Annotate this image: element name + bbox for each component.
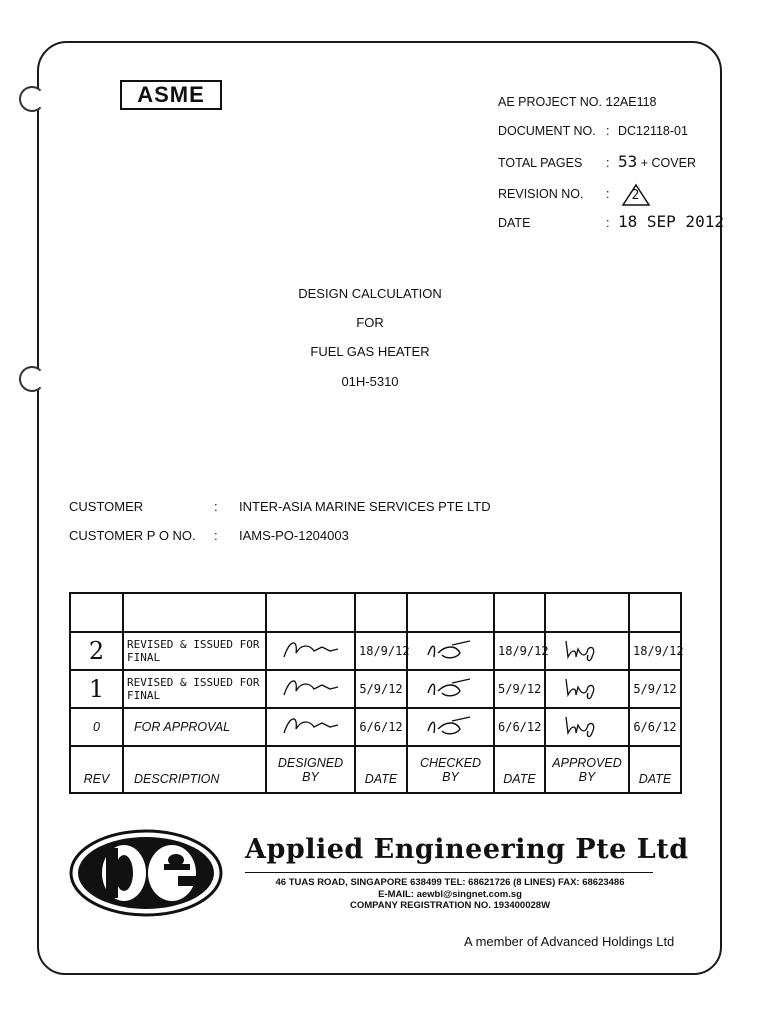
rev-number: 0 — [70, 708, 123, 746]
designed-date: 6/6/12 — [355, 708, 407, 746]
meta-value: 2 — [631, 188, 640, 203]
revision-table — [69, 592, 682, 794]
meta-value: DC12118-01 — [618, 124, 688, 138]
title-line-3: FUEL GAS HEATER — [310, 344, 430, 359]
approved-signature — [545, 632, 629, 670]
ae-logo — [68, 828, 224, 918]
company-email: E-MAIL: aewbl@singnet.com.sg — [378, 889, 522, 900]
customer-row: CUSTOMER : INTER-ASIA MARINE SERVICES PTE LTD — [69, 499, 491, 514]
header-designed: DESIGNED BY — [266, 746, 355, 793]
header-approved: APPROVED BY — [545, 746, 629, 793]
checked-signature — [407, 670, 494, 708]
checked-signature — [407, 708, 494, 746]
meta-total-pages: TOTAL PAGES : 53 + COVER — [498, 152, 696, 171]
customer-value: INTER-ASIA MARINE SERVICES PTE LTD — [239, 499, 491, 514]
table-header-row — [70, 746, 681, 793]
designed-signature — [266, 708, 355, 746]
customer-po-label: CUSTOMER P O NO. — [69, 528, 196, 543]
meta-label: DATE — [498, 216, 531, 230]
meta-date: DATE : 18 SEP 2012 — [498, 212, 724, 231]
company-address: 46 TUAS ROAD, SINGAPORE 638499 TEL: 68621726 (8 LINES) FAX: 68623486 — [275, 877, 625, 888]
designed-signature — [266, 670, 355, 708]
meta-revision-no: REVISION NO. : 2 — [498, 183, 651, 207]
designed-signature — [266, 632, 355, 670]
meta-project-no — [498, 95, 657, 109]
header-description: DESCRIPTION — [123, 746, 266, 793]
header-date: DATE — [494, 746, 545, 793]
asme-badge: ASME — [120, 80, 222, 110]
member-note: A member of Advanced Holdings Ltd — [464, 934, 675, 949]
approved-signature — [545, 670, 629, 708]
table-row — [70, 670, 681, 708]
customer-label: CUSTOMER — [69, 499, 144, 514]
meta-suffix: + COVER — [640, 156, 696, 170]
header-date: DATE — [629, 746, 681, 793]
title-line-4: 01H-5310 — [341, 374, 399, 389]
designed-date: 18/9/12 — [355, 632, 407, 670]
customer-po-value: IAMS-PO-1204003 — [239, 528, 349, 543]
customer-po-row: CUSTOMER P O NO. : IAMS-PO-1204003 — [69, 528, 349, 543]
meta-label: TOTAL PAGES — [498, 156, 583, 170]
meta-label: REVISION NO. — [498, 187, 584, 202]
meta-value: 53 — [618, 152, 638, 171]
meta-label: AE PROJECT NO. : — [498, 95, 609, 109]
table-row — [70, 632, 681, 670]
checked-signature — [407, 632, 494, 670]
meta-label: DOCUMENT NO. — [498, 124, 596, 138]
header-rev: REV — [70, 746, 123, 793]
rev-number: 2 — [70, 632, 123, 670]
rev-description: REVISED & ISSUED FOR FINAL — [123, 632, 266, 670]
header-checked: CHECKED BY — [407, 746, 494, 793]
checked-date: 18/9/12 — [494, 632, 545, 670]
meta-value: 12AE118 — [606, 95, 657, 109]
approved-signature — [545, 708, 629, 746]
approved-date: 18/9/12 — [629, 632, 681, 670]
meta-value: 18 SEP 2012 — [618, 212, 724, 231]
punch-hole — [19, 86, 45, 112]
revision-triangle — [621, 183, 651, 207]
meta-document-no: DOCUMENT NO. : DC12118-01 — [498, 124, 688, 138]
rev-number: 1 — [70, 670, 123, 708]
rev-description: FOR APPROVAL — [123, 708, 266, 746]
title-line-2: FOR — [356, 315, 384, 330]
title-line-1: DESIGN CALCULATION — [298, 286, 442, 301]
checked-date: 5/9/12 — [494, 670, 545, 708]
approved-date: 6/6/12 — [629, 708, 681, 746]
header-date: DATE — [355, 746, 407, 793]
table-row — [70, 708, 681, 746]
checked-date: 6/6/12 — [494, 708, 545, 746]
company-registration: COMPANY REGISTRATION NO. 193400028W — [349, 900, 551, 911]
table-row-blank — [70, 593, 681, 632]
company-divider — [245, 872, 653, 873]
approved-date: 5/9/12 — [629, 670, 681, 708]
company-name: Applied Engineering Pte Ltd — [245, 834, 689, 865]
designed-date: 5/9/12 — [355, 670, 407, 708]
rev-description: REVISED & ISSUED FOR FINAL — [123, 670, 266, 708]
